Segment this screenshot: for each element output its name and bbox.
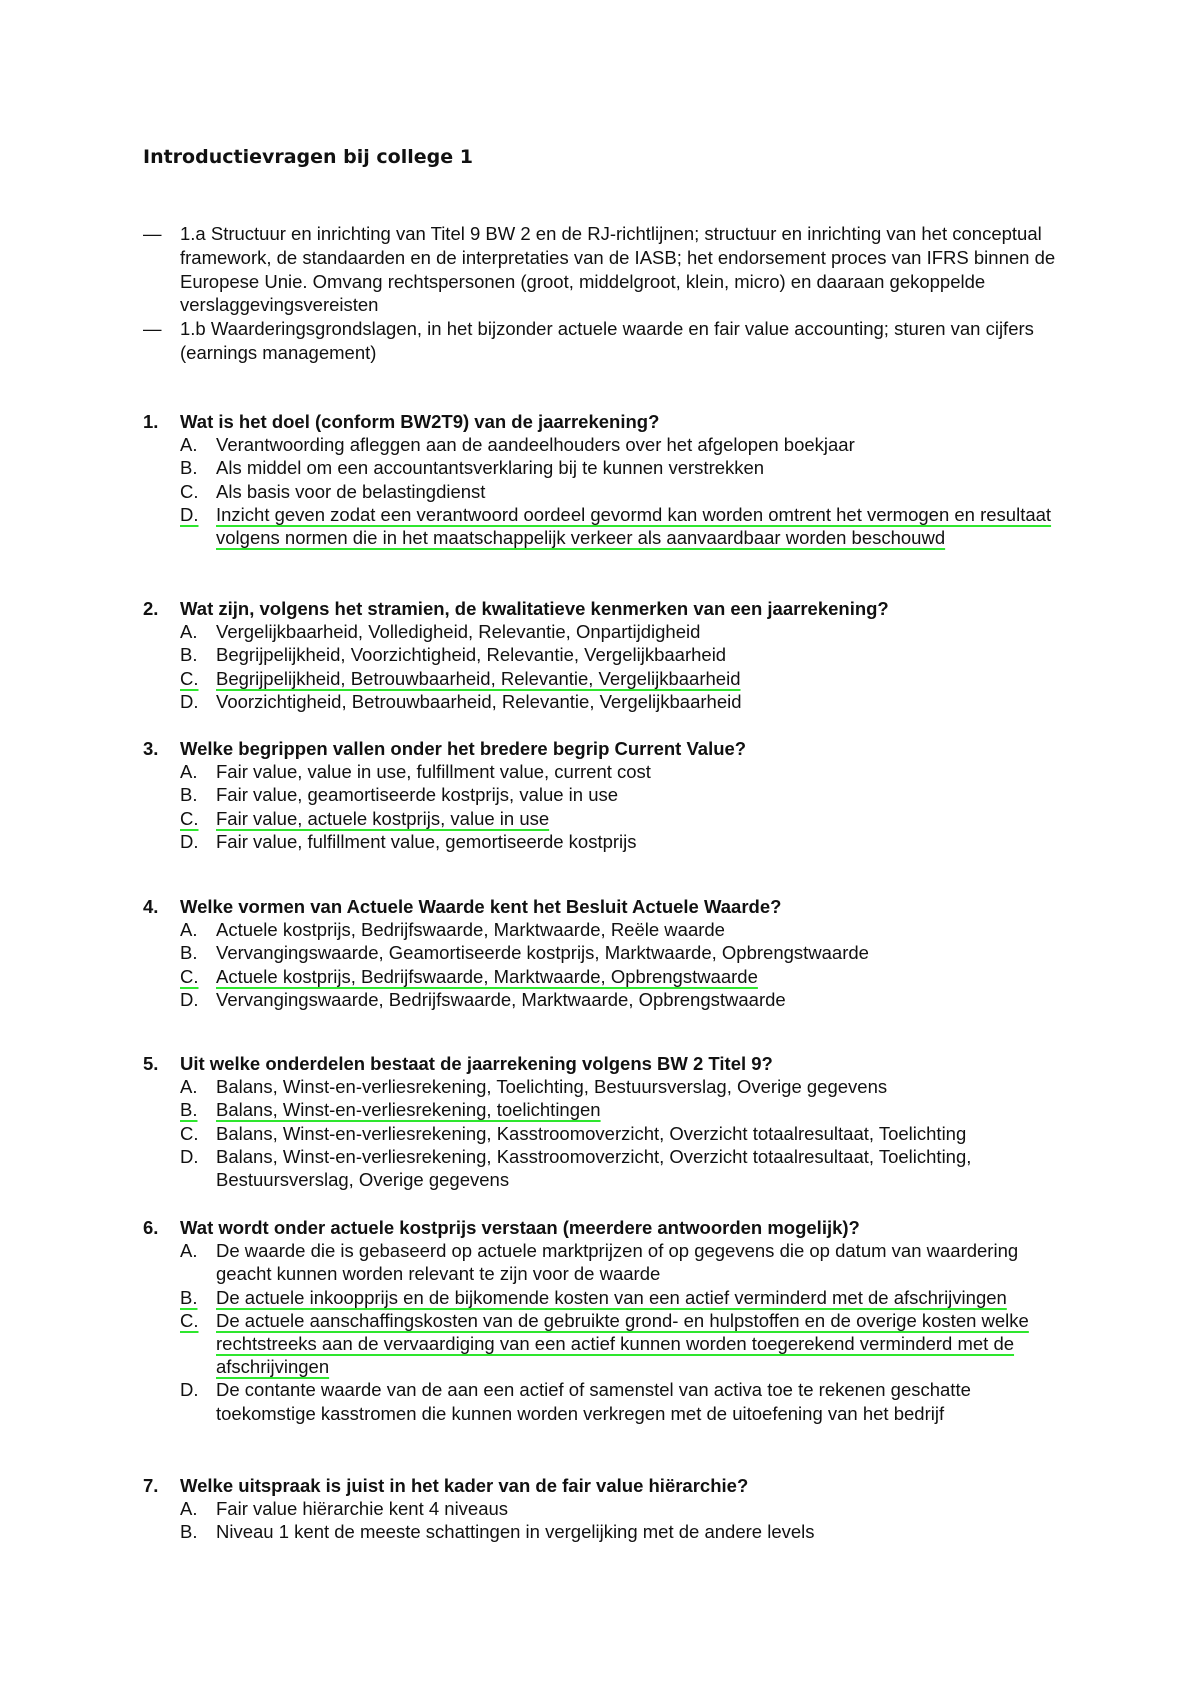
question-heading	[143, 1216, 1063, 1239]
option-text: Fair value, fulfillment value, gemortiseerde kostprijs	[216, 830, 637, 852]
question-5	[143, 1052, 1063, 1191]
option-letter: B.	[180, 644, 198, 666]
answer-option	[143, 1239, 1063, 1285]
answer-option	[143, 1497, 1063, 1520]
option-text: Fair value, actuele kostprijs, value in use	[216, 807, 550, 829]
option-letter: A.	[180, 434, 198, 456]
question-text: Wat zijn, volgens het stramien, de kwalitatieve kenmerken van een jaarrekening?	[180, 598, 889, 619]
option-text: Fair value hiërarchie kent 4 niveaus	[216, 1498, 509, 1520]
option-letter: A.	[180, 761, 198, 783]
option-letter: A.	[180, 1076, 198, 1098]
option-text: Als basis voor de belastingdienst	[216, 480, 486, 502]
option-letter: C.	[180, 965, 199, 987]
answer-option	[143, 783, 1063, 806]
option-letter: B.	[180, 1521, 198, 1543]
question-number: 6.	[143, 1217, 159, 1238]
question-text: Welke begrippen vallen onder het bredere begrip Current Value?	[180, 738, 747, 759]
option-text: De contante waarde van de aan een actief of samenstel van activa toe te rekenen geschatte toekomstige kasstromen die kunnen worden verkregen met de uitoefening van het bedrijf	[216, 1379, 971, 1424]
question-6	[143, 1216, 1063, 1425]
answer-option	[143, 830, 1063, 853]
answer-option	[143, 941, 1063, 964]
question-text: Welke vormen van Actuele Waarde kent het Besluit Actuele Waarde?	[180, 896, 782, 917]
question-text: Uit welke onderdelen bestaat de jaarrekening volgens BW 2 Titel 9?	[180, 1053, 773, 1074]
question-7	[143, 1474, 1063, 1544]
option-letter: A.	[180, 621, 198, 643]
option-text: Balans, Winst-en-verliesrekening, Kasstroomoverzicht, Overzicht totaalresultaat, Toelichting	[216, 1122, 967, 1144]
answer-option	[143, 456, 1063, 479]
answer-option-marked	[143, 1098, 1063, 1121]
option-letter: C.	[180, 1122, 199, 1144]
option-letter: D.	[180, 1379, 199, 1401]
answer-option-marked	[143, 807, 1063, 830]
option-letter: B.	[180, 784, 198, 806]
intro-item	[143, 222, 1063, 317]
intro-text: 1.b Waarderingsgrondslagen, in het bijzonder actuele waarde en fair value accounting; sturen van cijfers (earnings management)	[180, 318, 1034, 363]
option-text: Fair value, value in use, fulfillment value, current cost	[216, 761, 651, 783]
option-letter: C.	[180, 807, 199, 829]
answer-option	[143, 1122, 1063, 1145]
question-number: 5.	[143, 1053, 159, 1074]
option-text: Balans, Winst-en-verliesrekening, Toelichting, Bestuursverslag, Overige gegevens	[216, 1076, 888, 1098]
option-text: Voorzichtigheid, Betrouwbaarheid, Relevantie, Vergelijkbaarheid	[216, 690, 742, 712]
option-letter: D.	[180, 1145, 199, 1167]
option-letter: D.	[180, 690, 199, 712]
answer-option	[143, 690, 1063, 713]
question-text: Welke uitspraak is juist in het kader van de fair value hiërarchie?	[180, 1475, 749, 1496]
option-text: Vergelijkbaarheid, Volledigheid, Relevantie, Onpartijdigheid	[216, 621, 701, 643]
option-text: Fair value, geamortiseerde kostprijs, value in use	[216, 784, 619, 806]
question-number: 2.	[143, 598, 159, 619]
option-text: Inzicht geven zodat een verantwoord oordeel gevormd kan worden omtrent het vermogen en resultaat volgens normen die in het maatschappelijk verkeer als aanvaardbaar worden beschouwd	[216, 503, 1052, 549]
question-heading	[143, 737, 1063, 760]
answer-option	[143, 433, 1063, 456]
option-text: Actuele kostprijs, Bedrijfswaarde, Marktwaarde, Opbrengstwaarde	[216, 965, 758, 987]
answer-option	[143, 1145, 1063, 1191]
question-number: 3.	[143, 738, 159, 759]
option-text: Als middel om een accountantsverklaring bij te kunnen verstrekken	[216, 457, 765, 479]
answer-option	[143, 480, 1063, 503]
answer-option-marked	[143, 503, 1063, 549]
answer-option	[143, 760, 1063, 783]
dash-bullet: —	[143, 318, 162, 340]
answer-option-marked	[143, 1309, 1063, 1379]
option-letter: A.	[180, 1498, 198, 1520]
option-letter: A.	[180, 919, 198, 941]
option-text: Vervangingswaarde, Bedrijfswaarde, Marktwaarde, Opbrengstwaarde	[216, 988, 786, 1010]
question-number: 4.	[143, 896, 159, 917]
question-heading	[143, 1052, 1063, 1075]
option-letter: C.	[180, 1309, 199, 1331]
option-text: Begrijpelijkheid, Voorzichtigheid, Relevantie, Vergelijkbaarheid	[216, 644, 727, 666]
intro-list	[143, 222, 1063, 365]
question-4	[143, 895, 1063, 1011]
question-heading	[143, 597, 1063, 620]
question-text: Wat wordt onder actuele kostprijs verstaan (meerdere antwoorden mogelijk)?	[180, 1217, 860, 1238]
intro-text: 1.a Structuur en inrichting van Titel 9 BW 2 en de RJ-richtlijnen; structuur en inrichting van het conceptual framework, de standaarden en de interpretaties van de IASB; het endorsement proces van IFRS binnen de Europese Unie. Omvang rechtspersonen (groot, middelgroot, klein, micro) en daaraan gekoppelde verslaggevingsvereisten	[180, 223, 1056, 316]
answer-option	[143, 1378, 1063, 1424]
dash-bullet: —	[143, 223, 162, 244]
option-text: Balans, Winst-en-verliesrekening, toelichtingen	[216, 1099, 601, 1121]
answer-option	[143, 620, 1063, 643]
option-letter: B.	[180, 942, 198, 964]
page-title: Introductievragen bij college 1	[143, 146, 473, 168]
answer-option	[143, 1520, 1063, 1543]
option-text: Begrijpelijkheid, Betrouwbaarheid, Relevantie, Vergelijkbaarheid	[216, 667, 741, 689]
option-letter: C.	[180, 667, 199, 689]
question-3	[143, 737, 1063, 853]
option-letter: B.	[180, 457, 198, 479]
answer-option-marked	[143, 1286, 1063, 1309]
answer-option	[143, 643, 1063, 666]
answer-option-marked	[143, 667, 1063, 690]
option-text: Balans, Winst-en-verliesrekening, Kasstroomoverzicht, Overzicht totaalresultaat, Toelichting, Bestuursverslag, Overige gegevens	[216, 1145, 972, 1191]
option-letter: A.	[180, 1240, 198, 1262]
intro-item	[143, 317, 1063, 365]
question-number: 7.	[143, 1475, 159, 1496]
option-text: Actuele kostprijs, Bedrijfswaarde, Marktwaarde, Reële waarde	[216, 919, 725, 941]
answer-option	[143, 1075, 1063, 1098]
question-2	[143, 597, 1063, 713]
option-text: Verantwoording afleggen aan de aandeelhouders over het afgelopen boekjaar	[216, 434, 855, 456]
question-heading	[143, 410, 1063, 433]
option-letter: D.	[180, 830, 199, 852]
option-letter: D.	[180, 503, 199, 525]
option-letter: C.	[180, 480, 199, 502]
option-letter: D.	[180, 988, 199, 1010]
option-letter: B.	[180, 1286, 198, 1308]
answer-option	[143, 988, 1063, 1011]
question-heading	[143, 1474, 1063, 1497]
answer-option	[143, 918, 1063, 941]
answer-option-marked	[143, 965, 1063, 988]
option-text: De actuele inkoopprijs en de bijkomende kosten van een actief verminderd met de afschrijvingen	[216, 1286, 1007, 1308]
question-1	[143, 410, 1063, 549]
option-text: Niveau 1 kent de meeste schattingen in vergelijking met de andere levels	[216, 1521, 815, 1543]
question-number: 1.	[143, 411, 159, 432]
option-text: De actuele aanschaffingskosten van de gebruikte grond- en hulpstoffen en de overige kosten welke rechtstreeks aan de vervaardiging van een actief kunnen worden toegerekend verminderd met de afschrijvingen	[216, 1309, 1029, 1378]
option-text: Vervangingswaarde, Geamortiseerde kostprijs, Marktwaarde, Opbrengstwaarde	[216, 942, 869, 964]
question-heading	[143, 895, 1063, 918]
option-letter: B.	[180, 1099, 198, 1121]
question-text: Wat is het doel (conform BW2T9) van de jaarrekening?	[180, 411, 660, 432]
option-text: De waarde die is gebaseerd op actuele marktprijzen of op gegevens die op datum van waardering geacht kunnen worden relevant te zijn voor de waarde	[216, 1240, 1019, 1285]
